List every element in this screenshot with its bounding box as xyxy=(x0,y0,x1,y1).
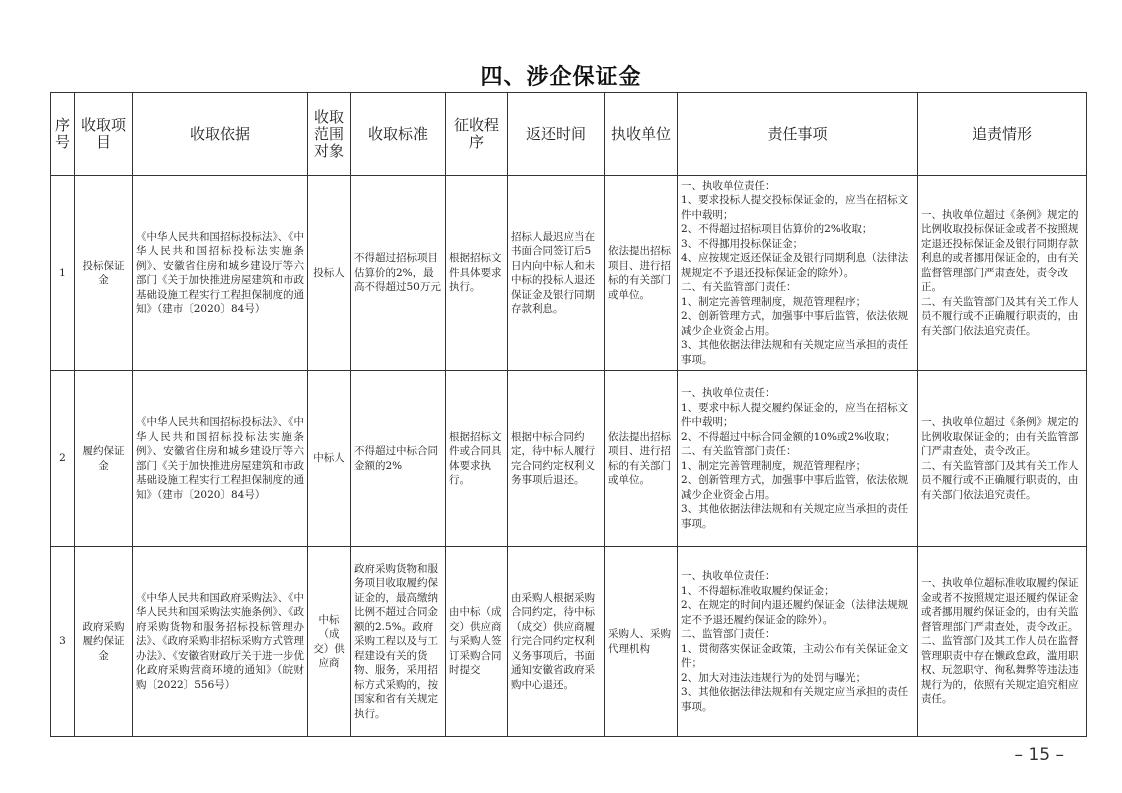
fee-standard: 不得超过中标合同金额的2% xyxy=(351,371,446,547)
collecting-unit: 采购人、采购代理机构 xyxy=(605,547,678,737)
header-item: 收取项目 xyxy=(75,93,133,176)
row-number: 1 xyxy=(51,176,75,371)
guarantee-fee-table xyxy=(50,92,1087,737)
table-row xyxy=(51,371,1087,547)
accountability-cases: 一、执收单位超过《条例》规定的比例收取保证金的；由有关监管部门严肃查处，责令改正。 二、有关监管部门及其有关工作人员不履行或不正确履行职责的，由有关部门依法追究责任。 xyxy=(918,371,1087,547)
header-seq: 序号 xyxy=(51,93,75,176)
fee-scope: 中标人 xyxy=(308,371,351,547)
fee-basis: 《中华人民共和国招标投标法》、《中华人民共和国招标投标法实施条例》、安徽省住房和城乡建设厅等六部门《关于加快推进房屋建筑和市政基础设施工程实行工程担保制度的通知》（建市〔2020〕84号） xyxy=(133,176,308,371)
header-unit: 执收单位 xyxy=(605,93,678,176)
fee-item: 履约保证金 xyxy=(75,371,133,547)
fee-item: 政府采购履约保证金 xyxy=(75,547,133,737)
refund-time: 招标人最迟应当在书面合同签订后5日内向中标人和未中标的投标人退还保证金及银行同期存款利息。 xyxy=(508,176,605,371)
accountability-cases: 一、执收单位超标准收取履约保证金或者不按照规定退还履约保证金或者挪用履约保证金的，由有关监督管理部门严肃查处，责令改正。 二、监管部门及其工作人员在监督管理职责中存在懒政怠政，滥用职权、玩忽职守、徇私舞弊等违法违规行为的，依照有关规定追究相应责任。 xyxy=(918,547,1087,737)
page-number: – 15 – xyxy=(1014,745,1064,765)
row-number: 2 xyxy=(51,371,75,547)
fee-procedure: 由中标（成交）供应商与采购人签订采购合同时提交 xyxy=(446,547,508,737)
header-accountability: 追责情形 xyxy=(918,93,1087,176)
table-header-row xyxy=(51,93,1087,176)
refund-time: 由采购人根据采购合同约定，待中标（成交）供应商履行完合同约定权利义务事项后，书面通知安徽省政府采购中心退还。 xyxy=(508,547,605,737)
accountability-cases: 一、执收单位超过《条例》规定的比例收取投标保证金或者不按照规定退还投标保证金及银行同期存款利息的或者挪用保证金的，由有关监督管理部门严肃查处，责令改正。 二、有关监管部门及其有关工作人员不履行或不正确履行职责的，由有关部门依法追究责任。 xyxy=(918,176,1087,371)
row-number: 3 xyxy=(51,547,75,737)
refund-time: 根据中标合同约定，待中标人履行完合同约定权利义务事项后退还。 xyxy=(508,371,605,547)
collecting-unit: 依法提出招标项目、进行招标的有关部门或单位。 xyxy=(605,176,678,371)
fee-procedure: 根据招标文件具体要求执行。 xyxy=(446,176,508,371)
header-refund-time: 返还时间 xyxy=(508,93,605,176)
header-scope: 收取范围对象 xyxy=(308,93,351,176)
header-responsibility: 责任事项 xyxy=(678,93,918,176)
fee-scope: 投标人 xyxy=(308,176,351,371)
collecting-unit: 依法提出招标项目、进行招标的有关部门或单位。 xyxy=(605,371,678,547)
table-row xyxy=(51,547,1087,737)
header-procedure: 征收程序 xyxy=(446,93,508,176)
header-basis: 收取依据 xyxy=(133,93,308,176)
fee-scope: 中标（成交）供应商 xyxy=(308,547,351,737)
fee-standard: 不得超过招标项目估算价的2%，最高不得超过50万元 xyxy=(351,176,446,371)
fee-basis: 《中华人民共和国招标投标法》、《中华人民共和国招标投标法实施条例》、安徽省住房和城乡建设厅等六部门《关于加快推进房屋建筑和市政基础设施工程实行工程担保制度的通知》（建市〔2020〕84号） xyxy=(133,371,308,547)
fee-standard: 政府采购货物和服务项目收取履约保证金的，最高缴纳比例不超过合同金额的2.5%。政府采购工程以及与工程建设有关的货物、服务，采用招标方式采购的，按国家和省有关规定执行。 xyxy=(351,547,446,737)
responsibility-items: 一、执收单位责任： 1、不得超标准收取履约保证金； 2、在规定的时间内退还履约保证金（法律法规规定不予退还履约保证金的除外）。 二、监管部门责任： 1、贯彻落实保证金政策，主动公布有关保证金文件； 2、加大对违法违规行为的处罚与曝光； 3、其他依据法律法规和有关规定应当承担的责任事项。 xyxy=(678,547,918,737)
responsibility-items: 一、执收单位责任： 1、要求投标人提交投标保证金的，应当在招标文件中载明； 2、不得超过招标项目估算价的2%收取； 3、不得挪用投标保证金； 4、应按规定返还保证金及银行同期利息（法律法规规定不予退还投标保证金的除外）。 二、有关监管部门责任： 1、制定完善管理制度，规范管理程序； 2、创新管理方式，加强事中事后监管，依法依规减少企业资金占用。 3、其他依据法律法规和有关规定应当承担的责任事项。 xyxy=(678,176,918,371)
page-title: 四、涉企保证金 xyxy=(480,65,642,90)
fee-procedure: 根据招标文件或合同具体要求执行。 xyxy=(446,371,508,547)
fee-item: 投标保证金 xyxy=(75,176,133,371)
table-row xyxy=(51,176,1087,371)
fee-basis: 《中华人民共和国政府采购法》、《中华人民共和国采购法实施条例》、《政府采购货物和服务招标投标管理办法》、《政府采购非招标采购方式管理办法》、《安徽省财政厅关于进一步优化政府采购营商环境的通知》（皖财购〔2022〕556号） xyxy=(133,547,308,737)
responsibility-items: 一、执收单位责任： 1、要求中标人提交履约保证金的，应当在招标文件中载明； 2、不得超过中标合同金额的10%或2%收取； 二、有关监管部门责任： 1、制定完善管理制度，规范管理程序； 2、创新管理方式，加强事中事后监管，依法依规减少企业资金占用。 3、其他依据法律法规和有关规定应当承担的责任事项。 xyxy=(678,371,918,547)
header-standard: 收取标准 xyxy=(351,93,446,176)
